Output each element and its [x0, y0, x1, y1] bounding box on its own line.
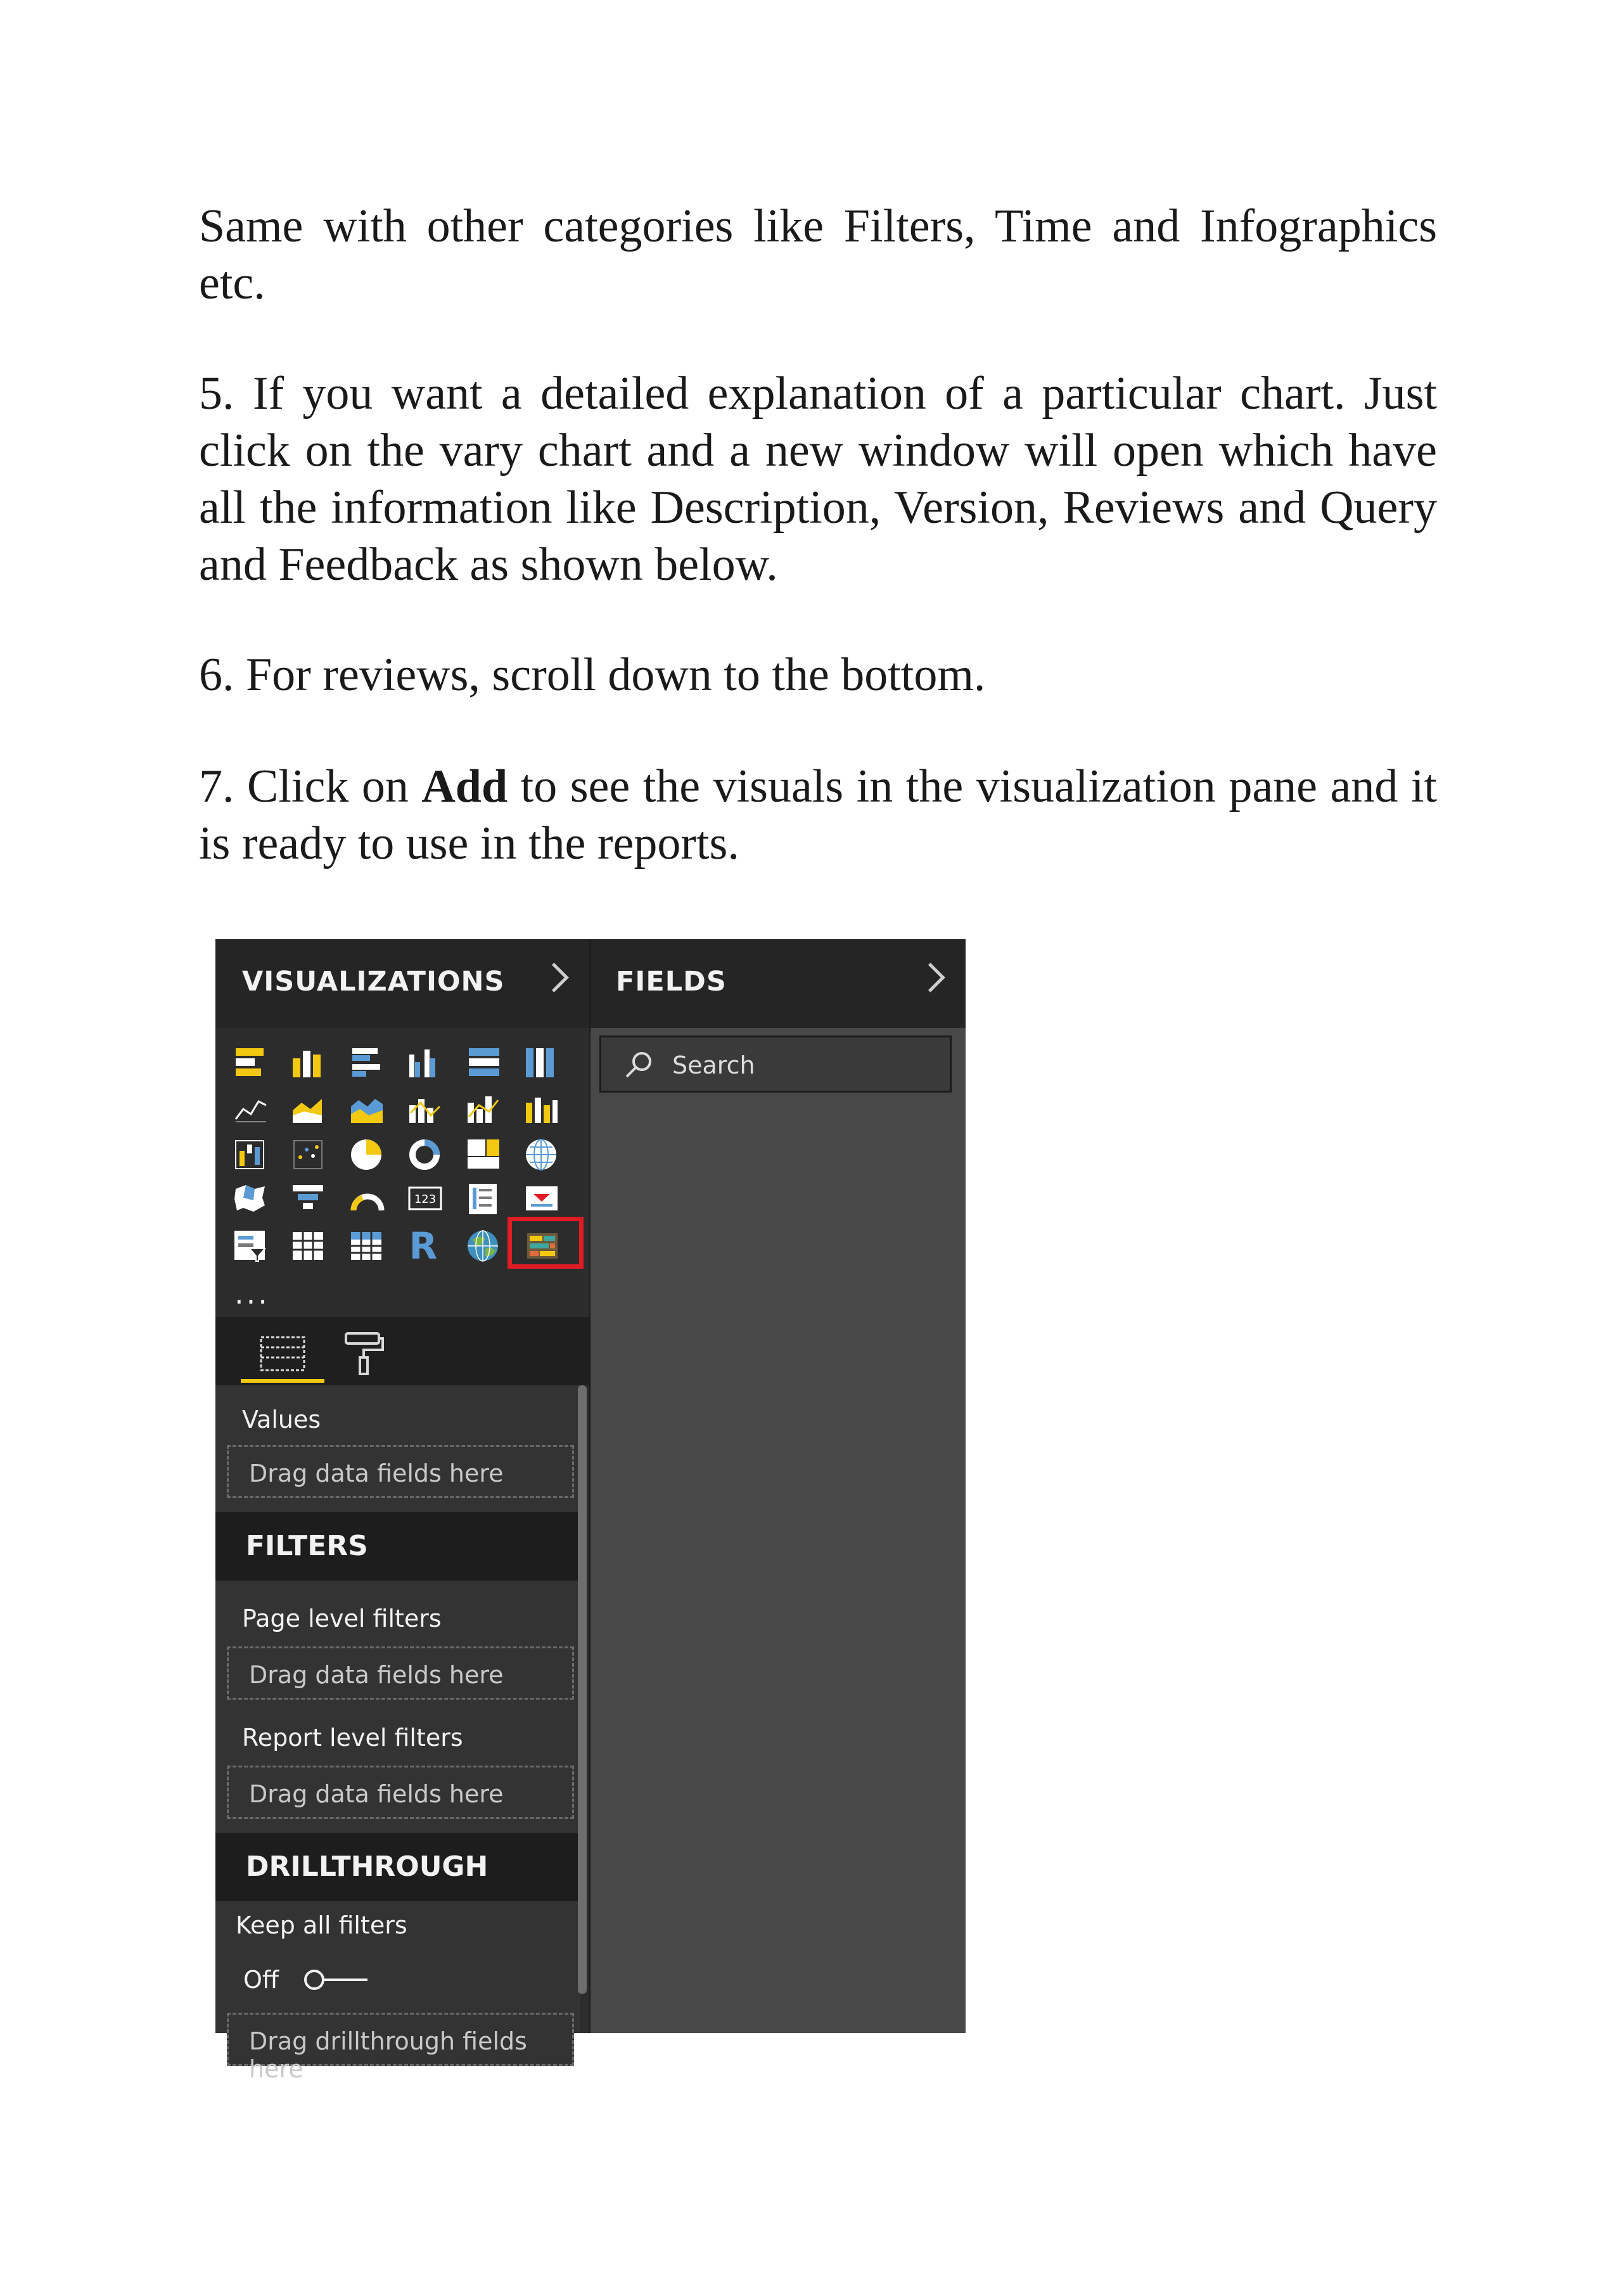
values-dropzone-text: Drag data fields here: [249, 1459, 504, 1487]
drillthrough-header: [215, 1833, 580, 1901]
ribbon-chart-icon[interactable]: [526, 1098, 558, 1123]
svg-text:R: R: [409, 1224, 438, 1267]
fields-title: FIELDS: [616, 966, 727, 997]
matrix-icon[interactable]: [351, 1232, 381, 1260]
paragraph-categories: Same with other categories like Filters, Time and Infographics etc.: [199, 200, 1437, 309]
area-chart-icon[interactable]: [293, 1099, 322, 1123]
line-chart-icon[interactable]: [236, 1101, 266, 1122]
step-7-text-a: 7. Click on: [199, 760, 422, 812]
drillthrough-dropzone-text: Drag drillthrough fields here: [249, 2027, 527, 2083]
step-7-text-b: to see the visuals in the visualization pane and it is ready to use in the reports.: [199, 760, 1437, 869]
visualizations-pane: [215, 939, 589, 2083]
paragraph-step-7: [199, 758, 1437, 872]
stacked-area-icon[interactable]: [351, 1099, 383, 1123]
filters-header: [215, 1512, 580, 1581]
drillthrough-dropzone[interactable]: [227, 2013, 574, 2083]
pane-tabbar: [215, 1317, 589, 1385]
powerbi-screenshot: [215, 939, 966, 2083]
stacked-bar-icon[interactable]: [236, 1048, 264, 1076]
visualizations-title: VISUALIZATIONS: [242, 966, 505, 997]
search-placeholder: Search: [672, 1051, 755, 1079]
page-filters-dropzone[interactable]: [227, 1646, 574, 1700]
report-filters-dropzone-text: Drag data fields here: [249, 1780, 504, 1808]
line-column-icon[interactable]: [409, 1099, 440, 1123]
keep-filters-toggle[interactable]: [302, 1963, 373, 1996]
chevron-right-icon[interactable]: [916, 963, 945, 992]
more-visuals-button[interactable]: ...: [234, 1276, 270, 1311]
line-column-2-icon[interactable]: [468, 1096, 498, 1123]
paragraph-step-5: 5. If you want a detailed explanation of a particular chart. Just click on the vary chart and a new window will open which have all the information like Description, Version, Reviews and Query and Feedback as shown below.: [199, 368, 1437, 591]
fields-search-input[interactable]: [599, 1036, 952, 1093]
clustered-bar-icon[interactable]: [352, 1048, 380, 1077]
visualizations-header: [215, 939, 589, 1028]
waterfall-icon[interactable]: [236, 1141, 264, 1169]
pane-scrollbar[interactable]: [578, 1385, 587, 1994]
100-bar-icon[interactable]: [469, 1048, 499, 1076]
keep-all-filters-label: Keep all filters: [236, 1911, 407, 1939]
pie-chart-icon[interactable]: [351, 1139, 381, 1170]
paragraph-step-6: 6. For reviews, scroll down to the bottom.: [199, 649, 986, 701]
globe-icon[interactable]: [468, 1231, 498, 1261]
values-dropzone[interactable]: [227, 1445, 574, 1498]
kpi-icon[interactable]: [526, 1186, 558, 1210]
table-icon[interactable]: [293, 1232, 323, 1260]
100-column-icon[interactable]: [526, 1048, 554, 1077]
format-paint-roller-icon[interactable]: [342, 1331, 386, 1376]
funnel-icon[interactable]: [293, 1185, 323, 1209]
page-filters-dropzone-text: Drag data fields here: [249, 1661, 504, 1689]
values-label: Values: [242, 1406, 321, 1433]
stacked-column-icon[interactable]: [293, 1051, 321, 1077]
active-tab-underline: [241, 1379, 324, 1383]
toggle-state-label: Off: [243, 1966, 279, 1994]
report-level-filters-label: Report level filters: [242, 1724, 463, 1752]
drillthrough-title: DRILLTHROUGH: [246, 1850, 489, 1883]
scatter-icon[interactable]: [294, 1141, 322, 1169]
map-icon[interactable]: [526, 1139, 556, 1170]
report-filters-dropzone[interactable]: [227, 1766, 574, 1819]
clustered-column-icon[interactable]: [409, 1049, 435, 1077]
svg-text:123: 123: [414, 1193, 437, 1206]
fields-tab-icon[interactable]: [259, 1333, 307, 1374]
fields-header: [591, 939, 966, 1028]
fields-pane: [591, 939, 966, 2033]
r-visual-icon[interactable]: [409, 1224, 438, 1267]
selected-visual-highlight: [508, 1217, 584, 1269]
filters-title: FILTERS: [246, 1530, 368, 1562]
treemap-icon[interactable]: [468, 1139, 499, 1169]
page-level-filters-label: Page level filters: [242, 1605, 442, 1632]
filled-map-icon[interactable]: [234, 1185, 265, 1212]
chevron-right-icon[interactable]: [539, 963, 569, 992]
donut-chart-icon[interactable]: [412, 1143, 437, 1167]
card-icon[interactable]: [409, 1188, 441, 1209]
step-7-add-word: Add: [421, 760, 508, 812]
search-icon: [623, 1049, 656, 1082]
multirow-card-icon[interactable]: [469, 1184, 497, 1214]
gauge-icon[interactable]: [354, 1196, 381, 1210]
slicer-icon[interactable]: [234, 1231, 265, 1261]
